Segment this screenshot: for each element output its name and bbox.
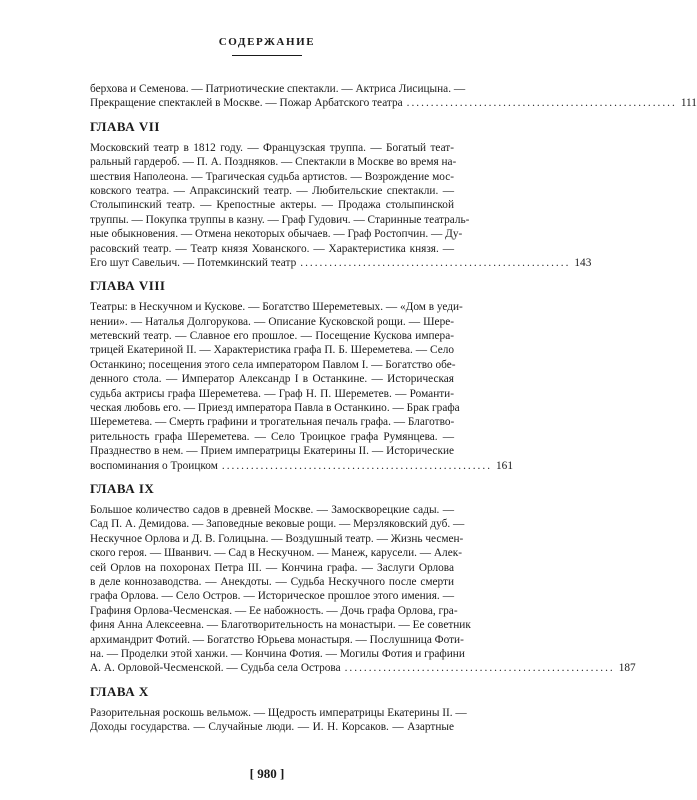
entry-line: ные обыкновения. — Отмена некоторых обычаев. — Граф Ростопчин. — Ду- — [90, 228, 463, 241]
page-number-footer: [ 980 ] — [249, 766, 285, 781]
entry-line: Доходы государства. — Случайные люди. — И. Н. Корсаков. — Азартные — [90, 721, 454, 734]
entry-line: ского героя. — Шванвич. — Сад в Нескучном. — Манеж, карусели. — Алек- — [90, 547, 462, 560]
chapter-title: ГЛАВА X — [90, 683, 149, 699]
table-of-contents — [90, 82, 697, 734]
entry-tail-line — [90, 661, 636, 675]
entry-line: Разорительная роскошь вельмож. — Щедрость императрицы Екатерины II. — — [90, 706, 467, 719]
chapter-entry — [90, 118, 592, 271]
entry-line: Театры: в Нескучном и Кускове. — Богатство Шереметевых. — «Дом в уеди- — [90, 301, 463, 314]
entry-line: Прекращение спектаклей в Москве. — Пожар Арбатского театра — [90, 97, 403, 110]
entry-line: Останкино; посещения этого села императором Павлом I. — Богатство обе- — [90, 358, 456, 371]
entry-line: трицей Екатериной II. — Характеристика графа П. Б. Шереметева. — Село — [90, 344, 454, 357]
chapter-entry — [90, 683, 467, 735]
chapter-entry — [90, 278, 513, 473]
entry-line: Празднество в нем. — Прием императрицы Екатерины II. — Исторические — [90, 445, 454, 458]
entry-line: денного стола. — Император Александр I в Останкине. — Историческая — [90, 373, 454, 386]
entry-line: нении». — Наталья Долгорукова. — Описание Кусковской рощи. — Шере- — [90, 315, 454, 328]
entry-line: берхова и Семенова. — Патриотические спектакли. — Актриса Лисицына. — — [90, 83, 466, 95]
page-number: 187 — [618, 662, 636, 675]
chapter-title: ГЛАВА VIII — [90, 278, 166, 294]
entry-line: на. — Проделки этой ханжи. — Кончина Фотия. — Могилы Фотия и графини — [90, 647, 465, 660]
entry-tail-line — [90, 459, 513, 473]
dot-leader: ........................................................ — [221, 459, 493, 472]
entry-line: архимандрит Фотий. — Богатство Юрьева монастыря. — Послушница Фоти- — [90, 633, 464, 646]
entry-line: Сад П. А. Демидова. — Заповедные вековые рощи. — Мерзляковский дуб. — — [90, 518, 465, 531]
entry-tail-line — [90, 96, 697, 110]
entry-line: Графиня Орлова-Чесменская. — Ее набожность. — Дочь графа Орлова, гра- — [90, 604, 458, 617]
dot-leader: ........................................................ — [300, 256, 571, 269]
entry-line: судьба актрисы графа Шереметева. — Граф Н. П. Шереметев. — Романти- — [90, 387, 454, 400]
entry-line: шествия Наполеона. — Трагическая судьба артистов. — Возрождение мос- — [90, 170, 454, 183]
continued-entry — [90, 82, 697, 111]
entry-line: в деле коннозаводства. — Анекдоты. — Судьба Нескучного после смерти — [90, 575, 454, 588]
running-header: СОДЕРЖАНИЕ — [218, 36, 316, 48]
entry-line: сей Орлов на похоронах Петра III. — Кончина графа. — Заслуги Орлова — [90, 561, 454, 574]
entry-line: труппы. — Покупка труппы в казну. — Граф Гудович. — Старинные театраль- — [90, 213, 470, 226]
entry-line: Столыпинский театр. — Крепостные актеры. — Продажа столыпинской — [90, 199, 454, 212]
entry-tail-line — [90, 256, 592, 270]
entry-line: Большое количество садов в древней Москве. — Замоскворецкие сады. — — [90, 503, 454, 516]
entry-line: ческая любовь его. — Приезд императора Павла в Останкино. — Брак графа — [90, 402, 460, 415]
page-number: 111 — [680, 97, 697, 110]
header-rule — [232, 55, 302, 56]
entry-line: Нескучное Орлова и Д. В. Голицына. — Воздушный театр. — Жизнь чесмен- — [90, 532, 464, 545]
entry-line: финя Анна Алексеевна. — Благотворительность на монастыри. — Ее советник — [90, 619, 471, 632]
page-number: 143 — [574, 256, 592, 269]
entry-line: воспоминания о Троицком — [90, 459, 218, 472]
entry-line: метевский театр. — Славное его прошлое. — Посещение Кускова импера- — [90, 330, 454, 343]
entry-line: расовский театр. — Театр князя Хованского. — Характеристика князя. — — [90, 242, 454, 255]
entry-line: ральный гардероб. — П. А. Поздняков. — Спектакли в Москве во время на- — [90, 156, 457, 169]
entry-line: Шереметева. — Смерть графини и трогательная печаль графа. — Благотво- — [90, 416, 455, 429]
entry-line: ковского театра. — Апраксинский театр. — Любительские спектакли. — — [90, 184, 454, 197]
entry-line: графа Орлова. — Село Остров. — Историческое прошлое этого имения. — — [90, 590, 454, 603]
entry-line: Его шут Савельич. — Потемкинский театр — [90, 256, 297, 269]
page-number: 161 — [496, 459, 513, 472]
entry-line: А. А. Орловой-Чесменской. — Судьба села Острова — [90, 662, 341, 675]
dot-leader: ........................................................ — [344, 662, 615, 675]
entry-line: Московский театр в 1812 году. — Французская труппа. — Богатый теат- — [90, 141, 454, 154]
chapter-title: ГЛАВА IX — [90, 480, 155, 496]
chapter-entry — [90, 480, 636, 676]
chapter-title: ГЛАВА VII — [90, 118, 160, 134]
entry-line: рительность графа Шереметева. — Село Троицкое графа Румянцева. — — [90, 430, 454, 443]
dot-leader: ........................................................ — [406, 97, 677, 110]
